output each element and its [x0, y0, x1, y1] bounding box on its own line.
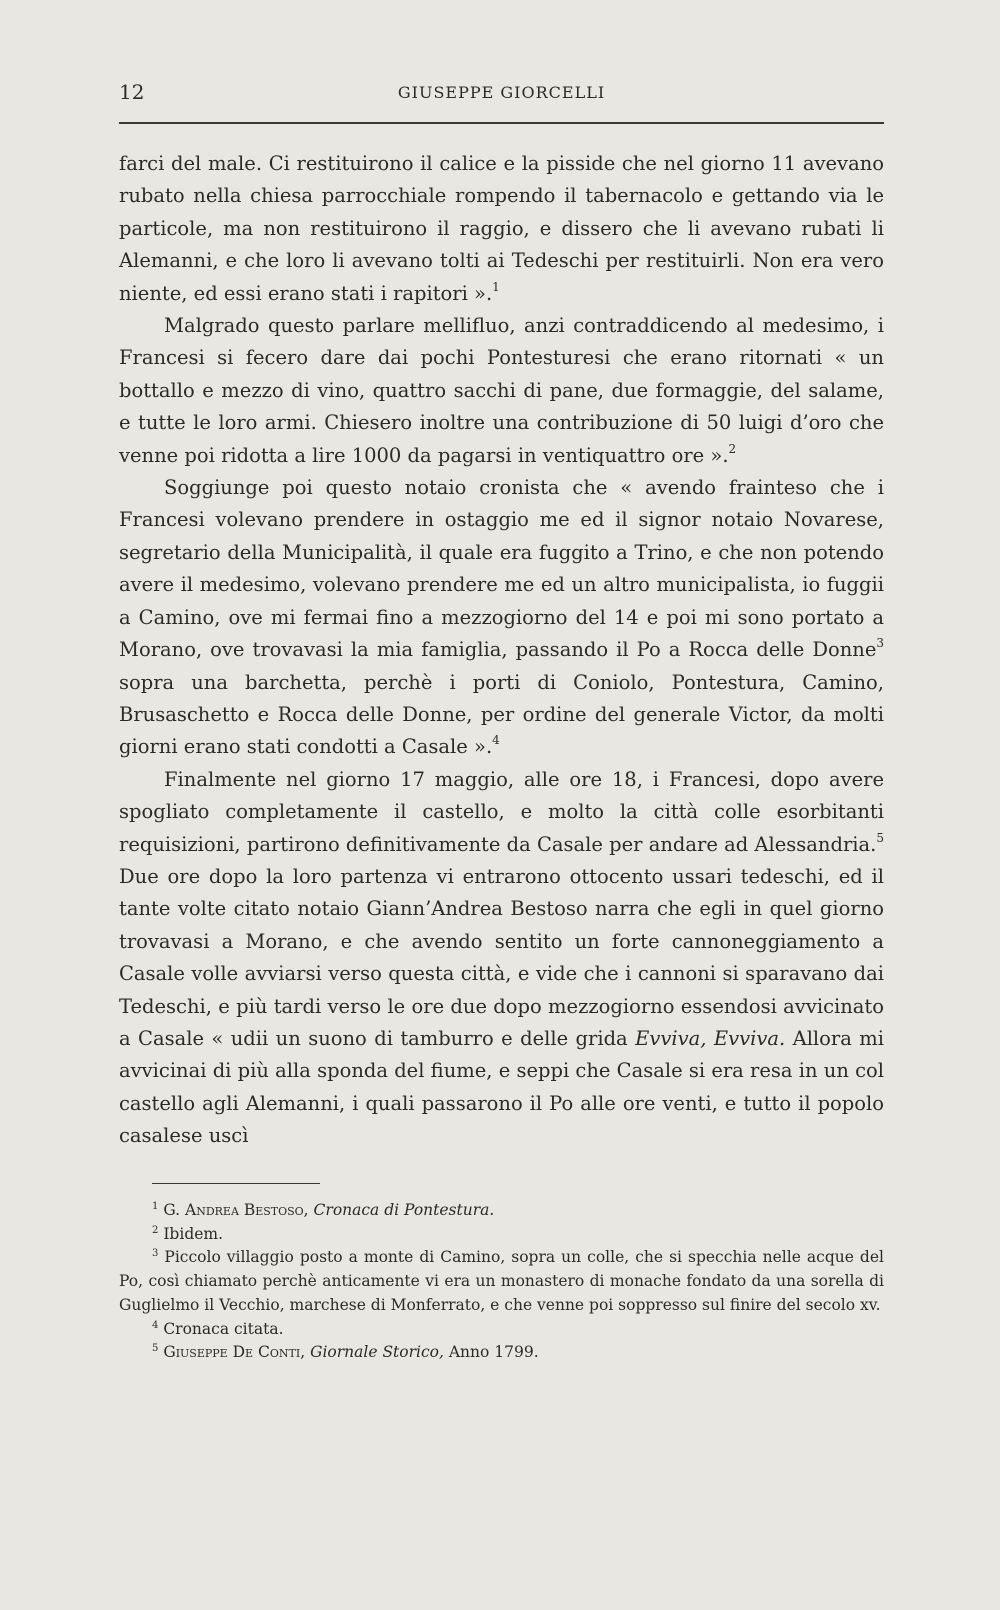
footnote-5: [119, 1341, 884, 1365]
footnote-title: Giornale Storico,: [310, 1343, 444, 1362]
body-text: [119, 148, 884, 1153]
paragraph-3: [119, 472, 884, 764]
footnote-author: Giuseppe De Conti,: [163, 1343, 306, 1362]
footnote-title: Cronaca di Pontestura.: [313, 1201, 495, 1219]
footnote-ref: 2: [728, 441, 737, 456]
footnote-ref: 4: [492, 733, 500, 748]
paragraph-1: [119, 148, 884, 310]
footnotes: [119, 1199, 884, 1365]
paragraph-4: [119, 764, 884, 1153]
footnote-number: 2: [152, 1224, 159, 1236]
footnote-ref: 3: [876, 636, 884, 651]
paragraph-text: Soggiunge poi questo notaio cronista che « avendo frainteso che i Francesi volevano prendere in ostaggio me ed il signor notaio Novarese, segretario della Municipalità, il quale era fuggito a Trino, e che non potendo avere il medesimo, volevano prendere me ed un altro municipalista, io fuggii a Camino, ove mi fermai fino a mezzogiorno del 14 e poi mi sono portato a Morano, ove trovavasi la mia famiglia, passando il Po a Rocca delle Donne: [119, 476, 884, 662]
footnote-text: Piccolo villaggio posto a monte di Camino, sopra un colle, che si specchia nelle acque del Po, così chiamato perchè anticamente vi era un monastero di monache fondato da una sorella di Guglielmo il Vecchio, marchese di Monferrato, e che venne poi soppresso sul finire del secolo xv.: [119, 1248, 884, 1314]
footnote-3: [119, 1246, 884, 1317]
footnote-author: G. Andrea Bestoso,: [163, 1201, 309, 1219]
footnote-2: [119, 1223, 884, 1247]
paragraph-text: Due ore dopo la loro partenza vi entrarono ottocento ussari tedeschi, ed il tante volte citato notaio Giann’Andrea Bestoso narra che egli in quel giorno trovavasi a Morano, e che avendo sentito un forte cannoneggiamento a Casale volle avviarsi verso questa città, e vide che i cannoni si sparavano dai Tedeschi, e più tardi verso le ore due dopo mezzogiorno essendosi avvicinato a Casale « udii un suono di tamburro e delle grida: [119, 864, 884, 1050]
page-header: [119, 80, 884, 110]
italic-quote: Evviva, Evviva.: [635, 1026, 786, 1050]
page-number: 12: [119, 80, 145, 104]
footnote-ref: 1: [492, 279, 500, 294]
running-title: GIUSEPPE GIORCELLI: [397, 83, 606, 102]
footnote-number: 4: [152, 1319, 159, 1331]
footnote-ref: 5: [876, 830, 884, 845]
paragraph-text: sopra una barchetta, perchè i porti di Coniolo, Pontestura, Camino, Brusaschetto e Rocca delle Donne, per ordine del generale Victor, da molti giorni erano stati condotti a Casale ».: [119, 670, 884, 759]
footnote-number: 5: [152, 1343, 159, 1355]
footnote-number: 1: [152, 1201, 159, 1212]
header-rule: [119, 122, 884, 124]
footnote-text: Cronaca citata.: [163, 1319, 284, 1338]
footnote-number: 3: [152, 1248, 159, 1260]
paragraph-text: Finalmente nel giorno 17 maggio, alle ore 18, i Francesi, dopo avere spogliato completamente il castello, e molto la città colle esorbitanti requisizioni, partirono definitivamente da Casale per andare ad Alessandria.: [119, 767, 884, 856]
paragraph-text: farci del male. Ci restituirono il calice e la pisside che nel giorno 11 avevano rubato nella chiesa parrocchiale rompendo il tabernacolo e gettando via le particole, ma non restituirono il raggio, e dissero che li avevano rubati li Alemanni, e che loro li avevano tolti ai Tedeschi per restituirli. Non era vero niente, ed essi erano stati i rapitori ».: [119, 152, 884, 305]
footnote-text: Anno 1799.: [443, 1343, 539, 1362]
paragraph-text: Malgrado questo parlare mellifluo, anzi contraddicendo al medesimo, i Francesi si fecero dare dai pochi Pontesturesi che erano ritornati « un bottallo e mezzo di vino, quattro sacchi di pane, due formaggie, del salame, e tutte le loro armi. Chiesero inoltre una contribuzione di 50 luigi d’oro che venne poi ridotta a lire 1000 da pagarsi in ventiquattro ore ».: [119, 314, 884, 467]
footnote-rule: [152, 1183, 320, 1184]
paragraph-2: [119, 310, 884, 472]
footnote-4: [119, 1318, 884, 1342]
footnote-text: Ibidem.: [163, 1224, 224, 1243]
paragraph-text: Allora mi avvicinai di più alla sponda del fiume, e seppi che Casale si era resa in un col castello agli Alemanni, i quali passarono il Po alle ore venti, e tutto il popolo casalese uscì: [119, 1026, 884, 1148]
footnote-1: [119, 1199, 884, 1223]
